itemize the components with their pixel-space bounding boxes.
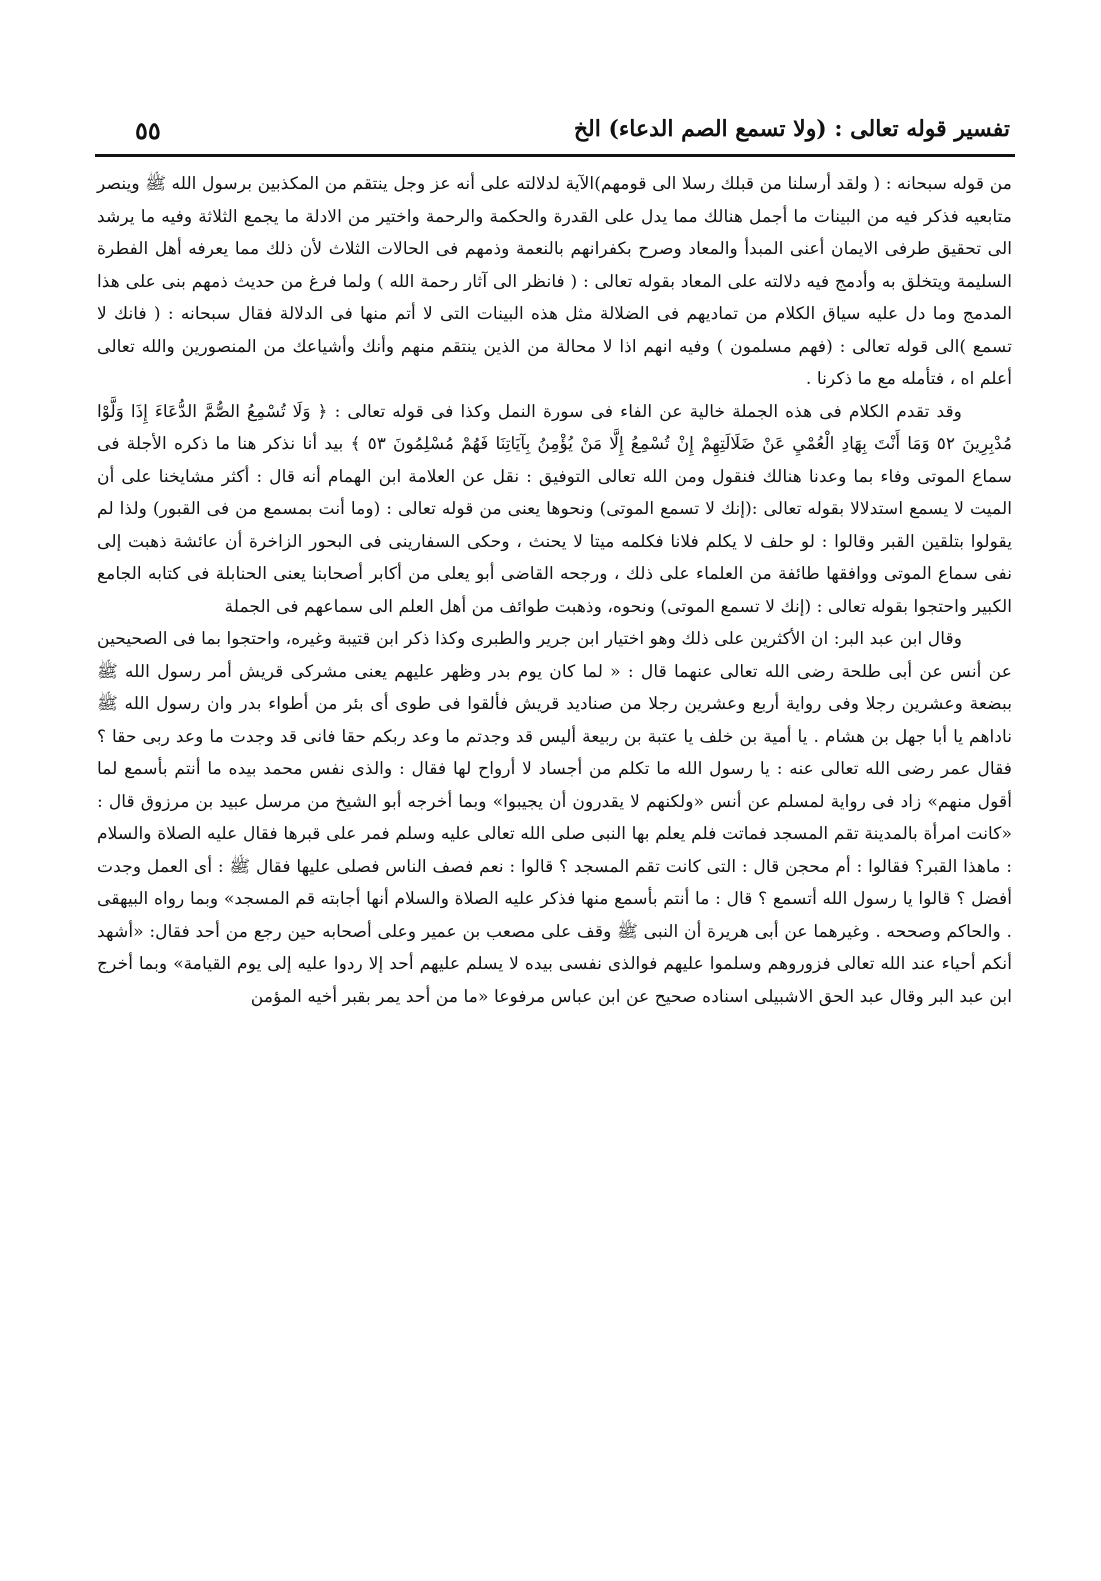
page-number: ٥٥ xyxy=(135,116,161,145)
running-title: تفسير قوله تعالى : (ولا تسمع الصم الدعاء) الخ xyxy=(573,116,1010,142)
paragraph-2 xyxy=(97,396,1012,624)
header-rule xyxy=(95,154,1015,157)
body-text xyxy=(97,168,1012,1013)
quran-verse: ﴿ وَلَا تُسْمِعُ الصُّمَّ الدُّعَاءَ إِذَا وَلَّوْا مُدْبِرِينَ ٥٢ وَمَا أَنْتَ بِهَادِ الْعُمْيِ عَنْ ضَلَالَتِهِمْ إِنْ تُسْمِعُ إِلَّا مَنْ يُؤْمِنُ بِآيَاتِنَا فَهُمْ مُسْلِمُونَ ٥٣ ﴾ xyxy=(97,401,1012,454)
paragraph-1: من قوله سبحانه : ( ولقد أرسلنا من قبلك رسلا الى قومهم)الآية لدلالته على أنه عز وجل ينتقم من المكذبين برسول الله ﷺ وينصر متابعيه فذكر فيه من البينات ما أجمل هنالك مما يدل على القدرة والحكمة والرحمة واختير من الادلة ما يجمع الثلاثة وفيه ما يرشد الى تحقيق طرفى الايمان أعنى المبدأ والمعاد وصرح بكفرانهم بالنعمة وذمهم فى الحالات الثلاث لأن ذلك مما يعرفه أهل الفطرة السليمة ويتخلق به وأدمج فيه دلالته على المعاد بقوله تعالى : ( فانظر الى آثار رحمة الله ) ولما فرغ من حديث ذمهم بنى على هذا المدمج وما دل عليه سياق الكلام من تماديهم فى الضلالة مثل هذه البينات التى لا أتم منها فى الدلالة فقال سبحانه : ( فانك لا تسمع )الى قوله تعالى : (فهم مسلمون ) وفيه انهم اذا لا محالة من الذين ينتقم منهم وأنك وأشياعك من المنصورين والله تعالى أعلم اه ، فتأمله مع ما ذكرنا . xyxy=(97,174,1012,389)
paragraph-2-rest: بيد أنا نذكر هنا ما ذكره الأجلة فى سماع الموتى وفاء بما وعدنا هنالك فنقول ومن الله تعالى التوفيق : نقل عن العلامة ابن الهمام أنه قال : أكثر مشايخنا على أن الميت لا يسمع استدلالا بقوله تعالى :(إنك لا تسمع الموتى) ونحوها يعنى من قوله تعالى : (وما أنت بمسمع من فى القبور) ولذا لم يقولوا بتلقين القبر وقالوا : لو حلف لا يكلم فلانا فكلمه ميتا لا يحنث ، وحكى السفارينى فى البحور الزاخرة أن عائشة ذهبت إلى نفى سماع الموتى ووافقها طائفة من العلماء على ذلك ، ورجحه القاضى أبو يعلى من أكابر أصحابنا يعنى الحنابلة فى كتابه الجامع الكبير واحتجوا بقوله تعالى : (إنك لا تسمع الموتى) ونحوه، وذهبت طوائف من أهل العلم الى سماعهم فى الجملة xyxy=(97,434,1012,617)
paragraph-2-intro: وقد تقدم الكلام فى هذه الجملة خالية عن الفاء فى سورة النمل وكذا فى قوله تعالى : xyxy=(334,401,962,422)
paragraph-3: وقال ابن عبد البر: ان الأكثرين على ذلك وهو اختيار ابن جرير والطبرى وكذا ذكر ابن قتيبة وغيره، واحتجوا بما فى الصحيحين عن أنس عن أبى طلحة رضى الله تعالى عنهما قال : « لما كان يوم بدر وظهر عليهم يعنى مشركى قريش أمر رسول الله ﷺ ببضعة وعشرين رجلا وفى رواية أربع وعشرين رجلا من صناديد قريش فألقوا فى طوى أى بئر من أطواء بدر وان رسول الله ﷺ ناداهم يا أبا جهل بن هشام . يا أمية بن خلف يا عتبة بن ربيعة أليس قد وجدتم ما وعد ربكم حقا فانى قد وجدت ما وعد ربى حقا ؟ فقال عمر رضى الله تعالى عنه : يا رسول الله ما تكلم من أجساد لا أرواح لها فقال : والذى نفس محمد بيده ما أنتم بأسمع لما أقول منهم» زاد فى رواية لمسلم عن أنس «ولكنهم لا يقدرون أن يجيبوا» وبما أخرجه أبو الشيخ من مرسل عبيد بن مرزوق قال : «كانت امرأة بالمدينة تقم المسجد فماتت فلم يعلم بها النبى صلى الله تعالى عليه وسلم فمر على قبرها فقال عليه الصلاة والسلام : ماهذا القبر؟ فقالوا : أم محجن قال : التى كانت تقم المسجد ؟ قالوا : نعم فصف الناس فصلى عليها فقال ﷺ : أى العمل وجدت أفضل ؟ قالوا يا رسول الله أتسمع ؟ قال : ما أنتم بأسمع منها فذكر عليه الصلاة والسلام أنها أجابته قم المسجد» وبما رواه البيهقى . والحاكم وصححه . وغيرهما عن أبى هريرة أن النبى ﷺ وقف على مصعب بن عمير وعلى أصحابه حين رجع من أحد فقال: «أشهد أنكم أحياء عند الله تعالى فزوروهم وسلموا عليهم فوالذى نفسى بيده لا يسلم عليهم أحد إلا ردوا عليه إلى يوم القيامة» وبما أخرج ابن عبد البر وقال عبد الحق الاشبيلى اسناده صحيح عن ابن عباس مرفوعا «ما من أحد يمر بقبر أخيه المؤمن xyxy=(97,629,1012,1007)
page-header xyxy=(95,112,1010,152)
